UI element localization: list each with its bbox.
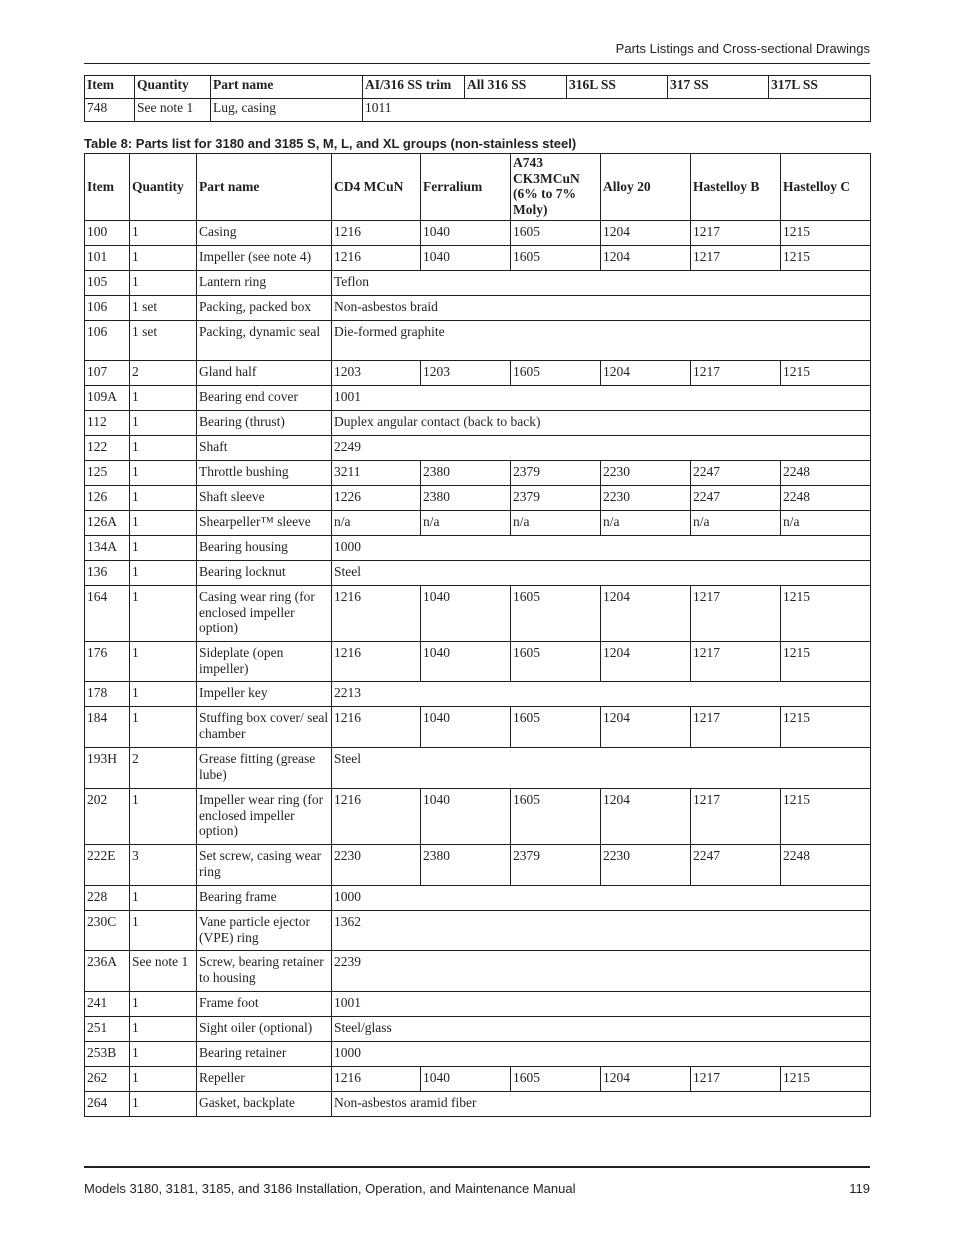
table-cell: Non-asbestos braid <box>332 296 871 321</box>
table-cell: Impeller key <box>197 682 332 707</box>
table-cell: 1 <box>130 1017 197 1042</box>
column-header: A743 CK3MCuN (6% to 7% Moly) <box>511 154 601 221</box>
table-cell: 1226 <box>332 486 421 511</box>
table-cell: 1217 <box>691 1067 781 1092</box>
table-cell: 251 <box>85 1017 130 1042</box>
table-cell: 1217 <box>691 586 781 642</box>
table-cell: 1 <box>130 992 197 1017</box>
table-cell: 1 <box>130 642 197 682</box>
table-cell: 107 <box>85 361 130 386</box>
header-divider <box>84 63 870 64</box>
table-cell: Gland half <box>197 361 332 386</box>
table-cell: 3211 <box>332 461 421 486</box>
column-header: 316L SS <box>567 76 668 99</box>
table-cell: Stuffing box cover/ seal chamber <box>197 707 332 748</box>
table-caption: Table 8: Parts list for 3180 and 3185 S, M, L, and XL groups (non-stainless steel) <box>84 136 577 151</box>
column-header: Item <box>85 154 130 221</box>
table-cell: 2213 <box>332 682 871 707</box>
table-cell: 1605 <box>511 246 601 271</box>
table-cell: 228 <box>85 886 130 911</box>
table-cell: 1 <box>130 246 197 271</box>
table-cell: Impeller wear ring (for enclosed impeller option) <box>197 789 332 845</box>
table-cell: 1 <box>130 1067 197 1092</box>
table-cell: Die-formed graphite <box>332 321 871 361</box>
table-cell: 178 <box>85 682 130 707</box>
table-cell: 1215 <box>781 586 871 642</box>
table-cell: Screw, bearing retainer to housing <box>197 951 332 992</box>
table-cell: 1605 <box>511 221 601 246</box>
table-cell: 1217 <box>691 707 781 748</box>
column-header: Part name <box>197 154 332 221</box>
table-cell: 2230 <box>601 845 691 886</box>
column-header: Quantity <box>130 154 197 221</box>
table-cell: 1 <box>130 707 197 748</box>
table-cell: Lug, casing <box>211 99 363 122</box>
table-cell: 1 <box>130 271 197 296</box>
table-cell: 1217 <box>691 221 781 246</box>
table-cell: 1217 <box>691 361 781 386</box>
table-row <box>85 845 871 886</box>
table-row <box>85 1042 871 1067</box>
table-cell: Impeller (see note 4) <box>197 246 332 271</box>
table-cell: 1001 <box>332 992 871 1017</box>
table-cell: 2230 <box>601 461 691 486</box>
table-cell: 1204 <box>601 1067 691 1092</box>
table-cell: 126A <box>85 511 130 536</box>
table-cell: 1 <box>130 789 197 845</box>
table-cell: Casing wear ring (for enclosed impeller option) <box>197 586 332 642</box>
column-header: Hastelloy B <box>691 154 781 221</box>
table-cell: 1 <box>130 561 197 586</box>
table-cell: 193H <box>85 748 130 789</box>
table-cell: Set screw, casing wear ring <box>197 845 332 886</box>
table-row <box>85 911 871 951</box>
table-cell: 1 set <box>130 321 197 361</box>
table-cell: 1 set <box>130 296 197 321</box>
table-cell: 1215 <box>781 707 871 748</box>
table-cell: Steel <box>332 748 871 789</box>
table-cell: 1216 <box>332 221 421 246</box>
column-header: Quantity <box>135 76 211 99</box>
table-cell: Casing <box>197 221 332 246</box>
table-cell: 1217 <box>691 789 781 845</box>
table-cell: 1216 <box>332 246 421 271</box>
table-cell: n/a <box>781 511 871 536</box>
table-cell: 1605 <box>511 361 601 386</box>
table-cell: 1362 <box>332 911 871 951</box>
table-cell: 184 <box>85 707 130 748</box>
table-cell: 1204 <box>601 361 691 386</box>
column-header: 317 SS <box>668 76 769 99</box>
table-cell: 1040 <box>421 789 511 845</box>
table-row <box>85 586 871 642</box>
table-cell: 126 <box>85 486 130 511</box>
table-cell: 1605 <box>511 789 601 845</box>
table-cell: 1040 <box>421 221 511 246</box>
table-row <box>85 1017 871 1042</box>
table-cell: 2230 <box>601 486 691 511</box>
table-cell: 241 <box>85 992 130 1017</box>
table-cell: 2247 <box>691 845 781 886</box>
table-cell: Shaft <box>197 436 332 461</box>
table-cell: 1204 <box>601 789 691 845</box>
table-cell: n/a <box>511 511 601 536</box>
table-cell: 134A <box>85 536 130 561</box>
table-cell: 262 <box>85 1067 130 1092</box>
table-cell: 1605 <box>511 586 601 642</box>
table-cell: 3 <box>130 845 197 886</box>
table-cell: 109A <box>85 386 130 411</box>
table-cell: 1204 <box>601 246 691 271</box>
table-cell: 1 <box>130 682 197 707</box>
footer-divider <box>84 1166 870 1168</box>
table-cell: See note 1 <box>130 951 197 992</box>
column-header: AI/316 SS trim <box>363 76 465 99</box>
table-cell: Lantern ring <box>197 271 332 296</box>
table-cell: 2 <box>130 361 197 386</box>
table-row <box>85 561 871 586</box>
table-cell: 1000 <box>332 886 871 911</box>
table-row <box>85 321 871 361</box>
table-cell: 2248 <box>781 486 871 511</box>
table-cell: 1 <box>130 221 197 246</box>
table-cell: 1 <box>130 411 197 436</box>
table-cell: 264 <box>85 1092 130 1117</box>
table-cell: Bearing locknut <box>197 561 332 586</box>
table-cell: Packing, dynamic seal <box>197 321 332 361</box>
table-row <box>85 411 871 436</box>
table-cell: 2380 <box>421 461 511 486</box>
table-cell: Shearpeller™ sleeve <box>197 511 332 536</box>
table-cell: 1216 <box>332 586 421 642</box>
table-cell: 1 <box>130 1042 197 1067</box>
table-cell: n/a <box>691 511 781 536</box>
table-cell: 1203 <box>421 361 511 386</box>
table-cell: Teflon <box>332 271 871 296</box>
table-cell: Vane particle ejector (VPE) ring <box>197 911 332 951</box>
table-cell: 1 <box>130 586 197 642</box>
table-cell: 105 <box>85 271 130 296</box>
table-cell: 748 <box>85 99 135 122</box>
table-cell: 1217 <box>691 642 781 682</box>
table-cell: 100 <box>85 221 130 246</box>
table-cell: Bearing end cover <box>197 386 332 411</box>
table-cell: 1 <box>130 886 197 911</box>
table-cell: 202 <box>85 789 130 845</box>
column-header: Alloy 20 <box>601 154 691 221</box>
table-cell: Throttle bushing <box>197 461 332 486</box>
page-number: 119 <box>849 1181 870 1196</box>
continued-parts-table <box>84 75 871 122</box>
table-cell: 112 <box>85 411 130 436</box>
table-cell: 1605 <box>511 1067 601 1092</box>
table-cell: 1215 <box>781 246 871 271</box>
table-cell: 1215 <box>781 361 871 386</box>
table-cell: Steel/glass <box>332 1017 871 1042</box>
table-cell: Frame foot <box>197 992 332 1017</box>
table-cell: 2247 <box>691 486 781 511</box>
table-header-row <box>85 76 871 99</box>
table-cell: 2230 <box>332 845 421 886</box>
table-cell: 1001 <box>332 386 871 411</box>
table-cell: 2379 <box>511 486 601 511</box>
table-cell: 2380 <box>421 845 511 886</box>
table-cell: 1215 <box>781 789 871 845</box>
running-header-title: Parts Listings and Cross-sectional Drawings <box>615 41 870 56</box>
table-row <box>85 642 871 682</box>
column-header: Ferralium <box>421 154 511 221</box>
table-cell: 1 <box>130 461 197 486</box>
table-cell: 2249 <box>332 436 871 461</box>
table-cell: Bearing retainer <box>197 1042 332 1067</box>
table-cell: 101 <box>85 246 130 271</box>
column-header: CD4 MCuN <box>332 154 421 221</box>
table-cell: 1 <box>130 536 197 561</box>
table-cell: 1216 <box>332 1067 421 1092</box>
table-cell: Sight oiler (optional) <box>197 1017 332 1042</box>
table-cell: 1204 <box>601 221 691 246</box>
table-cell: 1217 <box>691 246 781 271</box>
table-cell: 2 <box>130 748 197 789</box>
table-row <box>85 707 871 748</box>
table-row <box>85 461 871 486</box>
table-cell: Gasket, backplate <box>197 1092 332 1117</box>
column-header: Item <box>85 76 135 99</box>
table-cell: Repeller <box>197 1067 332 1092</box>
table-cell: 1 <box>130 911 197 951</box>
table-cell: 1040 <box>421 1067 511 1092</box>
table-cell: Shaft sleeve <box>197 486 332 511</box>
table-cell: 136 <box>85 561 130 586</box>
table-cell: 1 <box>130 486 197 511</box>
table-cell: 236A <box>85 951 130 992</box>
table-cell: Bearing housing <box>197 536 332 561</box>
table-cell: Bearing (thrust) <box>197 411 332 436</box>
table-row <box>85 386 871 411</box>
table-row <box>85 246 871 271</box>
table-row <box>85 99 871 122</box>
table-row <box>85 486 871 511</box>
table-cell: 1040 <box>421 642 511 682</box>
table-cell: 1 <box>130 511 197 536</box>
table-row <box>85 682 871 707</box>
table-cell: 164 <box>85 586 130 642</box>
table-row <box>85 886 871 911</box>
table-cell: 1040 <box>421 246 511 271</box>
table-row <box>85 748 871 789</box>
table-cell: 1 <box>130 1092 197 1117</box>
table-cell: 122 <box>85 436 130 461</box>
table-cell: 1204 <box>601 642 691 682</box>
table-cell: 1040 <box>421 586 511 642</box>
table-cell: Bearing frame <box>197 886 332 911</box>
table-row <box>85 271 871 296</box>
parts-list-table <box>84 153 871 1117</box>
table-cell: 1000 <box>332 1042 871 1067</box>
table-cell: 1215 <box>781 642 871 682</box>
column-header: 317L SS <box>769 76 871 99</box>
table-cell: 222E <box>85 845 130 886</box>
table-row <box>85 221 871 246</box>
column-header: All 316 SS <box>465 76 567 99</box>
table-row <box>85 951 871 992</box>
table-row <box>85 361 871 386</box>
table-cell: n/a <box>332 511 421 536</box>
table-row <box>85 436 871 461</box>
table-cell: 1011 <box>363 99 871 122</box>
table-cell: n/a <box>601 511 691 536</box>
table-cell: 1605 <box>511 707 601 748</box>
table-cell: 1216 <box>332 789 421 845</box>
table-cell: n/a <box>421 511 511 536</box>
table-cell: 1040 <box>421 707 511 748</box>
table-cell: 1215 <box>781 1067 871 1092</box>
table-cell: 1000 <box>332 536 871 561</box>
column-header: Hastelloy C <box>781 154 871 221</box>
table-cell: 2248 <box>781 461 871 486</box>
table-cell: Steel <box>332 561 871 586</box>
table-cell: Non-asbestos aramid fiber <box>332 1092 871 1117</box>
table-row <box>85 1092 871 1117</box>
table-cell: Packing, packed box <box>197 296 332 321</box>
table-header-row <box>85 154 871 221</box>
table-cell: 1215 <box>781 221 871 246</box>
table-cell: 106 <box>85 321 130 361</box>
table-cell: 2248 <box>781 845 871 886</box>
table-cell: See note 1 <box>135 99 211 122</box>
table-row <box>85 1067 871 1092</box>
table-cell: 1204 <box>601 707 691 748</box>
table-cell: 1 <box>130 436 197 461</box>
table-cell: 2239 <box>332 951 871 992</box>
table-cell: 1605 <box>511 642 601 682</box>
table-cell: 106 <box>85 296 130 321</box>
table-row <box>85 536 871 561</box>
table-cell: 125 <box>85 461 130 486</box>
table-row <box>85 511 871 536</box>
table-cell: 2247 <box>691 461 781 486</box>
table-cell: 230C <box>85 911 130 951</box>
table-cell: Duplex angular contact (back to back) <box>332 411 871 436</box>
column-header: Part name <box>211 76 363 99</box>
table-cell: Grease fitting (grease lube) <box>197 748 332 789</box>
table-cell: 1 <box>130 386 197 411</box>
table-cell: 2380 <box>421 486 511 511</box>
table-cell: 253B <box>85 1042 130 1067</box>
table-cell: 2379 <box>511 461 601 486</box>
table-cell: 1216 <box>332 707 421 748</box>
table-row <box>85 789 871 845</box>
table-cell: Sideplate (open impeller) <box>197 642 332 682</box>
table-cell: 2379 <box>511 845 601 886</box>
table-cell: 1203 <box>332 361 421 386</box>
table-cell: 176 <box>85 642 130 682</box>
table-cell: 1204 <box>601 586 691 642</box>
table-row <box>85 992 871 1017</box>
footer-manual-title: Models 3180, 3181, 3185, and 3186 Installation, Operation, and Maintenance Manual <box>84 1181 576 1196</box>
table-row <box>85 296 871 321</box>
table-cell: 1216 <box>332 642 421 682</box>
